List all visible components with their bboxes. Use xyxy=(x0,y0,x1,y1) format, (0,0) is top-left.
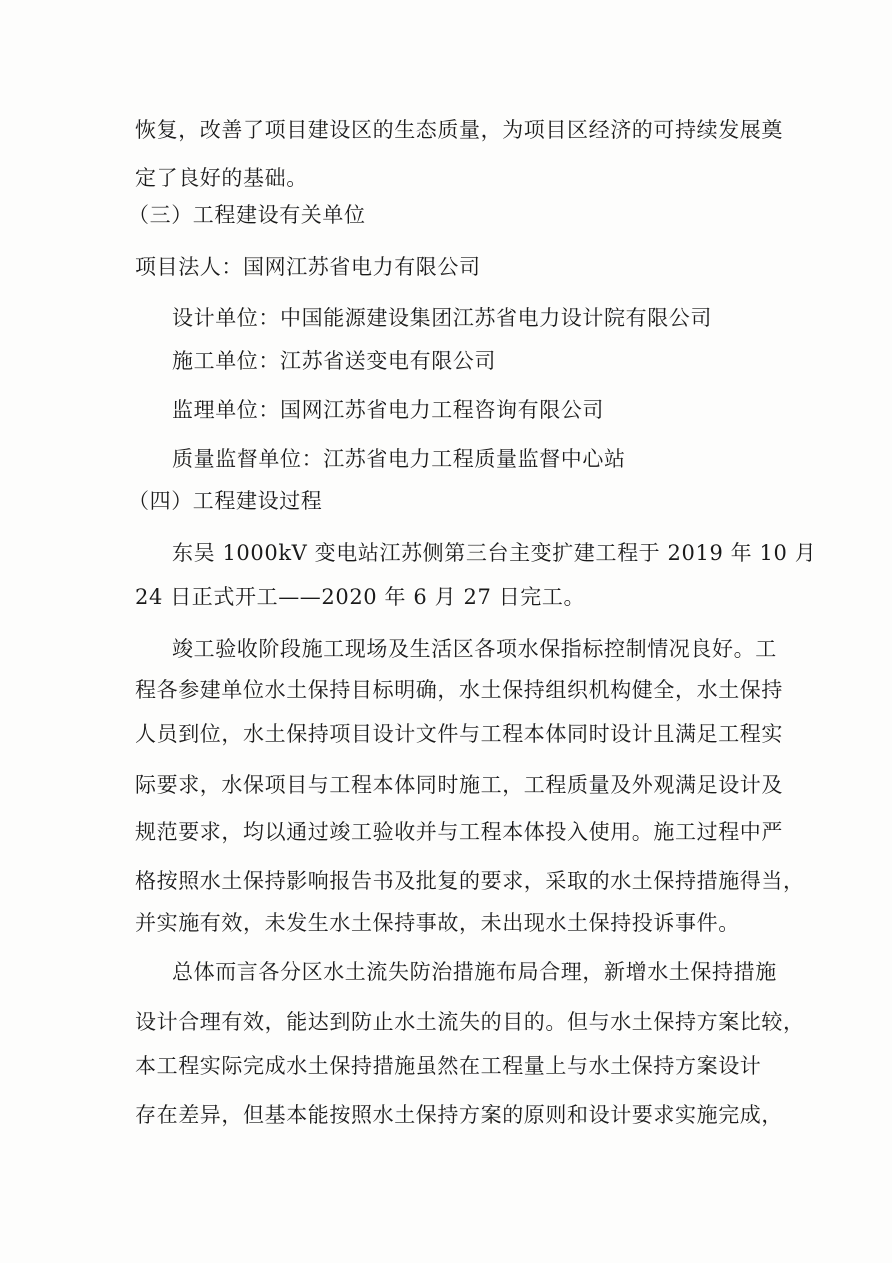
section-heading-3: （三）工程建设有关单位 xyxy=(128,203,366,227)
paragraph-line: 人员到位，水土保持项目设计文件与工程本体同时设计且满足工程实 xyxy=(135,722,783,746)
construction-unit-line: 施工单位：江苏省送变电有限公司 xyxy=(172,349,496,373)
section-heading-4: （四）工程建设过程 xyxy=(128,489,323,513)
legal-person-line: 项目法人：国网江苏省电力有限公司 xyxy=(135,255,481,279)
paragraph-line: 际要求，水保项目与工程本体同时施工，工程质量及外观满足设计及 xyxy=(135,773,783,797)
supervision-unit-line: 监理单位：国网江苏省电力工程咨询有限公司 xyxy=(172,398,604,422)
paragraph-line: 总体而言各分区水土流失防治措施布局合理，新增水土保持措施 xyxy=(172,960,777,984)
paragraph-line: 24 日正式开工——2020 年 6 月 27 日完工。 xyxy=(135,585,586,609)
paragraph-line: 程各参建单位水土保持目标明确，水土保持组织机构健全，水土保持 xyxy=(135,678,783,702)
design-unit-line: 设计单位：中国能源建设集团江苏省电力设计院有限公司 xyxy=(172,306,712,330)
paragraph-line: 东吴 1000kV 变电站江苏侧第三台主变扩建工程于 2019 年 10 月 xyxy=(172,541,817,565)
paragraph-line: 并实施有效，未发生水土保持事故，未出现水土保持投诉事件。 xyxy=(135,911,740,935)
quality-unit-line: 质量监督单位：江苏省电力工程质量监督中心站 xyxy=(172,447,626,471)
continuation-line: 定了良好的基础。 xyxy=(135,166,308,190)
paragraph-line: 本工程实际完成水土保持措施虽然在工程量上与水土保持方案设计 xyxy=(135,1054,762,1078)
paragraph-line: 存在差异，但基本能按照水土保持方案的原则和设计要求实施完成， xyxy=(135,1103,783,1127)
continuation-line: 恢复，改善了项目建设区的生态质量，为项目区经济的可持续发展奠 xyxy=(135,118,783,142)
paragraph-line: 规范要求，均以通过竣工验收并与工程本体投入使用。施工过程中严 xyxy=(135,820,783,844)
paragraph-line: 格按照水土保持影响报告书及批复的要求，采取的水土保持措施得当， xyxy=(135,869,805,893)
paragraph-line: 竣工验收阶段施工现场及生活区各项水保指标控制情况良好。工 xyxy=(172,637,777,661)
paragraph-line: 设计合理有效，能达到防止水土流失的目的。但与水土保持方案比较， xyxy=(135,1010,805,1034)
